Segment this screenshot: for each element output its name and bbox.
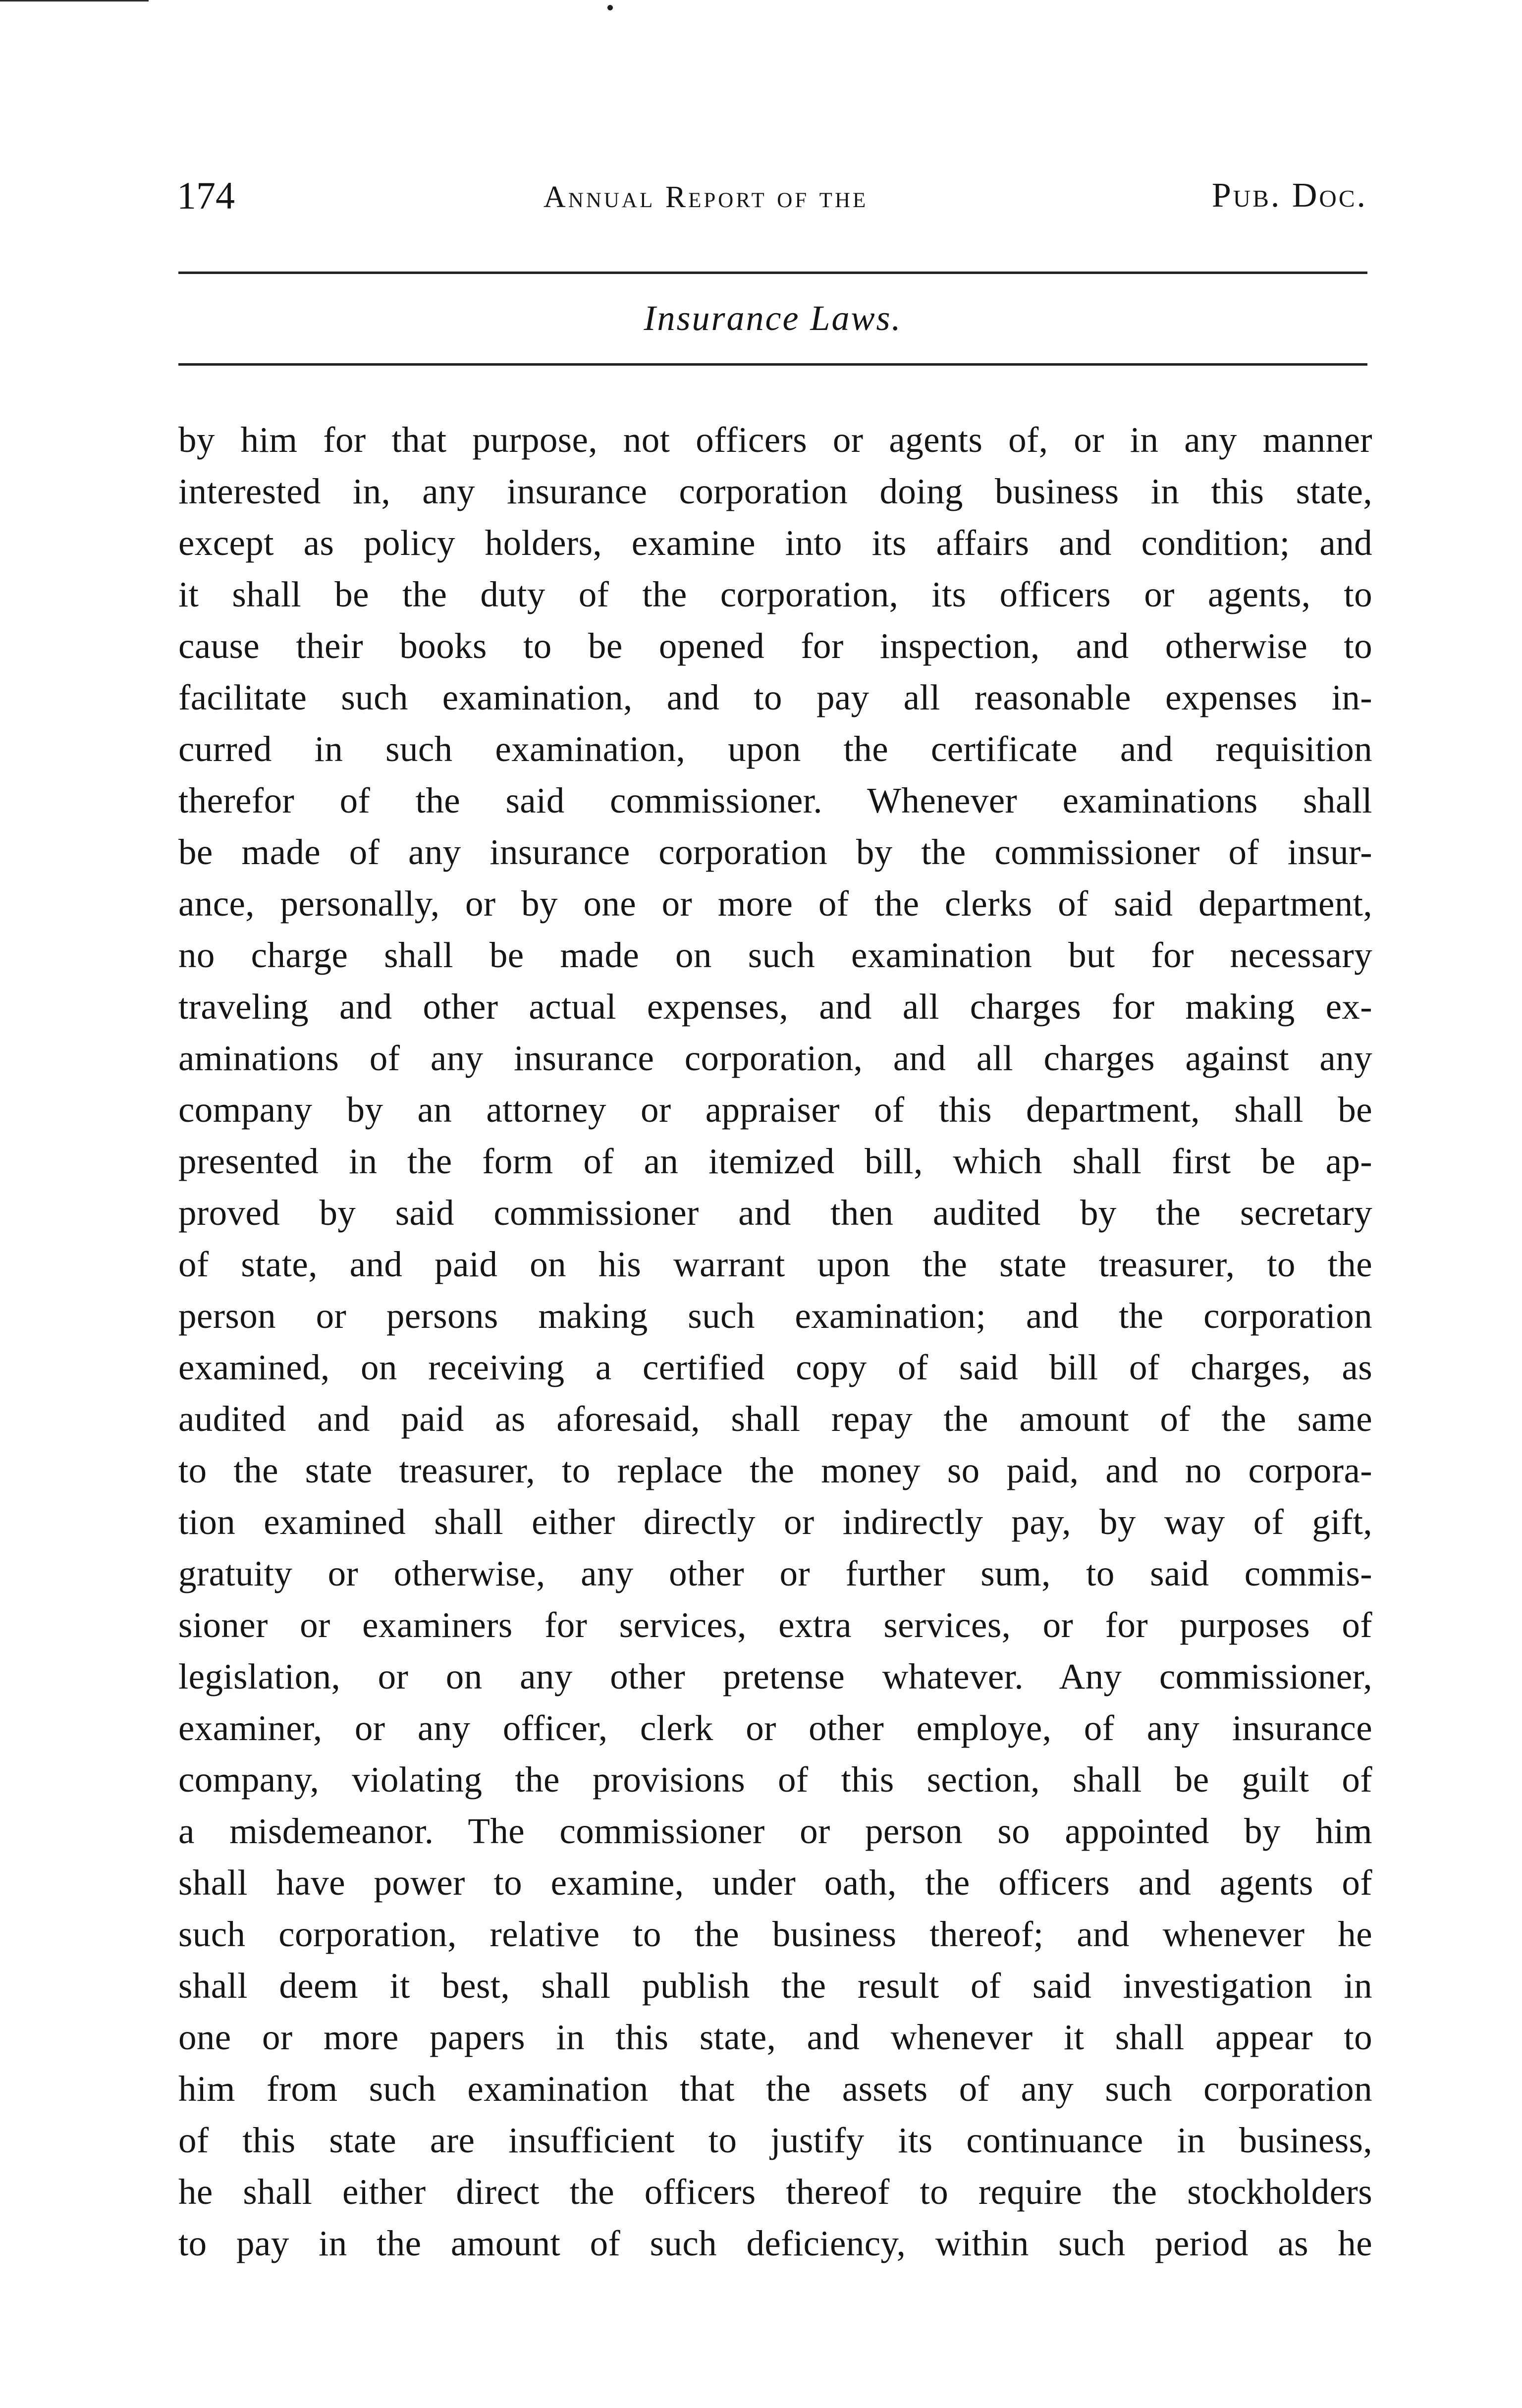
body-line: be made of any insurance corporation by the commissioner of insur- [178,832,1372,872]
body-line: shall have power to examine, under oath, the officers and agents of [178,1862,1372,1903]
body-line: facilitate such examination, and to pay all reasonable expenses in- [178,677,1372,717]
body-line: therefor of the said commissioner. Whenever examinations shall [178,780,1372,821]
body-line: he shall either direct the officers thereof to require the stockholders [178,2172,1372,2212]
body-line: sioner or examiners for services, extra services, or for purposes of [178,1605,1372,1645]
body-line: it shall be the duty of the corporation, its officers or agents, to [178,574,1372,614]
body-line: examiner, or any officer, clerk or other employe, of any insurance [178,1708,1372,1748]
page-number: 174 [177,174,235,217]
body-line: no charge shall be made on such examination but for necessary [178,935,1372,975]
body-line: him from such examination that the assets of any such corporation [178,2069,1372,2109]
body-line: company by an attorney or appraiser of this department, shall be [178,1090,1372,1130]
body-line: cause their books to be opened for inspection, and otherwise to [178,626,1372,666]
document-label: Pub. Doc. [1211,176,1367,215]
top-rule [178,272,1367,274]
body-text [178,414,1372,2269]
body-line: such corporation, relative to the business thereof; and whenever he [178,1914,1372,1954]
body-line: interested in, any insurance corporation doing business in this state, [178,471,1372,511]
body-line: curred in such examination, upon the certificate and requisition [178,729,1372,769]
scan-edge-mark [0,0,149,1]
body-line: audited and paid as aforesaid, shall repay the amount of the same [178,1399,1372,1439]
body-line: one or more papers in this state, and whenever it shall appear to [178,2017,1372,2057]
body-line: legislation, or on any other pretense whatever. Any commissioner, [178,1656,1372,1697]
body-line: presented in the form of an itemized bill, which shall first be ap- [178,1141,1372,1181]
body-line: examined, on receiving a certified copy of said bill of charges, as [178,1347,1372,1387]
body-line: company, violating the provisions of this section, shall be guilt of [178,1759,1372,1800]
body-line: shall deem it best, shall publish the result of said investigation in [178,1966,1372,2006]
body-line: to the state treasurer, to replace the money so paid, and no corpora- [178,1450,1372,1490]
body-line: of this state are insufficient to justify its continuance in business, [178,2120,1372,2160]
body-line: except as policy holders, examine into its affairs and condition; and [178,523,1372,563]
body-line: person or persons making such examination; and the corporation [178,1296,1372,1336]
body-line: traveling and other actual expenses, and all charges for making ex- [178,986,1372,1027]
running-head [177,171,1367,230]
body-line: to pay in the amount of such deficiency, within such period as he [178,2223,1372,2263]
scan-dot-mark [607,5,613,10]
body-line: tion examined shall either directly or indirectly pay, by way of gift, [178,1502,1372,1542]
report-title: Annual Report of the [544,180,869,214]
bottom-rule [178,363,1367,366]
body-line: proved by said commissioner and then audited by the secretary [178,1193,1372,1233]
body-line: ance, personally, or by one or more of the clerks of said department, [178,883,1372,924]
body-line: a misdemeanor. The commissioner or person so appointed by him [178,1811,1372,1851]
body-line: gratuity or otherwise, any other or further sum, to said commis- [178,1553,1372,1593]
body-line: by him for that purpose, not officers or agents of, or in any manner [178,420,1372,460]
section-title: Insurance Laws. [644,298,902,338]
body-line: aminations of any insurance corporation, and all charges against any [178,1038,1372,1078]
body-line: of state, and paid on his warrant upon the state treasurer, to the [178,1244,1372,1284]
